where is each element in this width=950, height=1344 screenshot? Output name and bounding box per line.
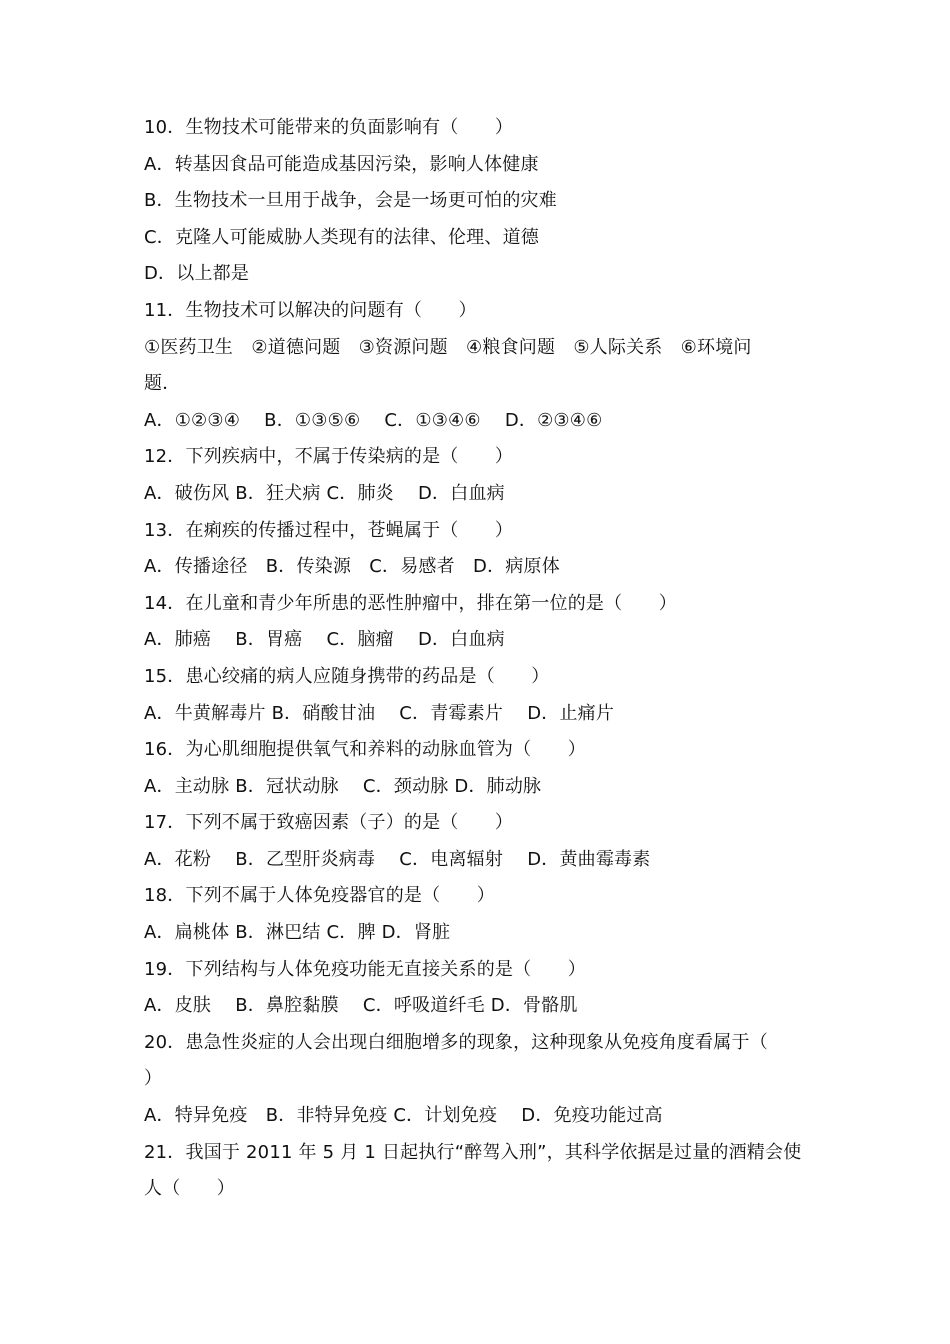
question-15-options: A．牛黄解毒片 B．硝酸甘油 C．青霉素片 D．止痛片	[144, 702, 615, 724]
question-10-option-d: D．以上都是	[144, 263, 250, 285]
question-18-options: A．扁桃体 B．淋巴结 C．脾 D．肾脏	[144, 922, 451, 944]
question-15-stem: 15．患心绞痛的病人应随身携带的药品是（ ）	[144, 665, 550, 687]
question-14-stem: 14．在儿童和青少年所患的恶性肿瘤中，排在第一位的是（ ）	[144, 592, 677, 614]
question-12-stem: 12．下列疾病中，不属于传染病的是（ ）	[144, 446, 514, 468]
question-10-stem: 10．生物技术可能带来的负面影响有（ ）	[144, 117, 514, 138]
question-19-options: A．皮肤 B．鼻腔黏膜 C．呼吸道纤毛 D．骨骼肌	[144, 995, 578, 1017]
question-12-options: A．破伤风 B．狂犬病 C．肺炎 D．白血病	[144, 482, 505, 504]
question-10-option-a: A．转基因食品可能造成基因污染，影响人体健康	[144, 153, 539, 175]
question-10-option-b: B．生物技术一旦用于战争，会是一场更可怕的灾难	[144, 190, 557, 212]
question-20-stem-continued: ）	[144, 1068, 163, 1090]
question-20-options: A．特异免疫 B．非特异免疫 C．计划免疫 D．免疫功能过高	[144, 1105, 663, 1127]
question-11-options: A．①②③④ B．①③⑤⑥ C．①③④⑥ D．②③④⑥	[144, 409, 603, 431]
question-18-stem: 18．下列不属于人体免疫器官的是（ ）	[144, 885, 495, 907]
question-17-stem: 17．下列不属于致癌因素（子）的是（ ）	[144, 812, 514, 834]
question-16-stem: 16．为心肌细胞提供氧气和养料的动脉血管为（ ）	[144, 739, 586, 761]
question-21-stem: 21．我国于 2011 年 5 月 1 日起执行“醉驾入刑”，其科学依据是过量的酒精会使	[144, 1141, 802, 1163]
question-11-stem: 11．生物技术可以解决的问题有（ ）	[144, 299, 477, 321]
question-10-option-c: C．克隆人可能威胁人类现有的法律、伦理、道德	[144, 226, 539, 248]
question-16-options: A．主动脉 B．冠状动脉 C．颈动脉 D．肺动脉	[144, 775, 542, 797]
question-13-options: A．传播途径 B．传染源 C．易感者 D．病原体	[144, 556, 560, 578]
question-13-stem: 13．在痢疾的传播过程中，苍蝇属于（ ）	[144, 519, 514, 541]
question-17-options: A．花粉 B．乙型肝炎病毒 C．电离辐射 D．黄曲霉毒素	[144, 848, 651, 870]
question-21-stem-continued: 人（ ）	[144, 1178, 235, 1200]
question-14-options: A．肺癌 B．胃癌 C．脑瘤 D．白血病	[144, 629, 505, 651]
question-list	[144, 110, 814, 1208]
question-20-stem: 20．患急性炎症的人会出现白细胞增多的现象，这种现象从免疫角度看属于（	[144, 1031, 768, 1053]
question-19-stem: 19．下列结构与人体免疫功能无直接关系的是（ ）	[144, 958, 586, 980]
question-11-items-continued: 题．	[144, 373, 181, 395]
question-11-items: ①医药卫生 ②道德问题 ③资源问题 ④粮食问题 ⑤人际关系 ⑥环境问	[144, 336, 752, 358]
